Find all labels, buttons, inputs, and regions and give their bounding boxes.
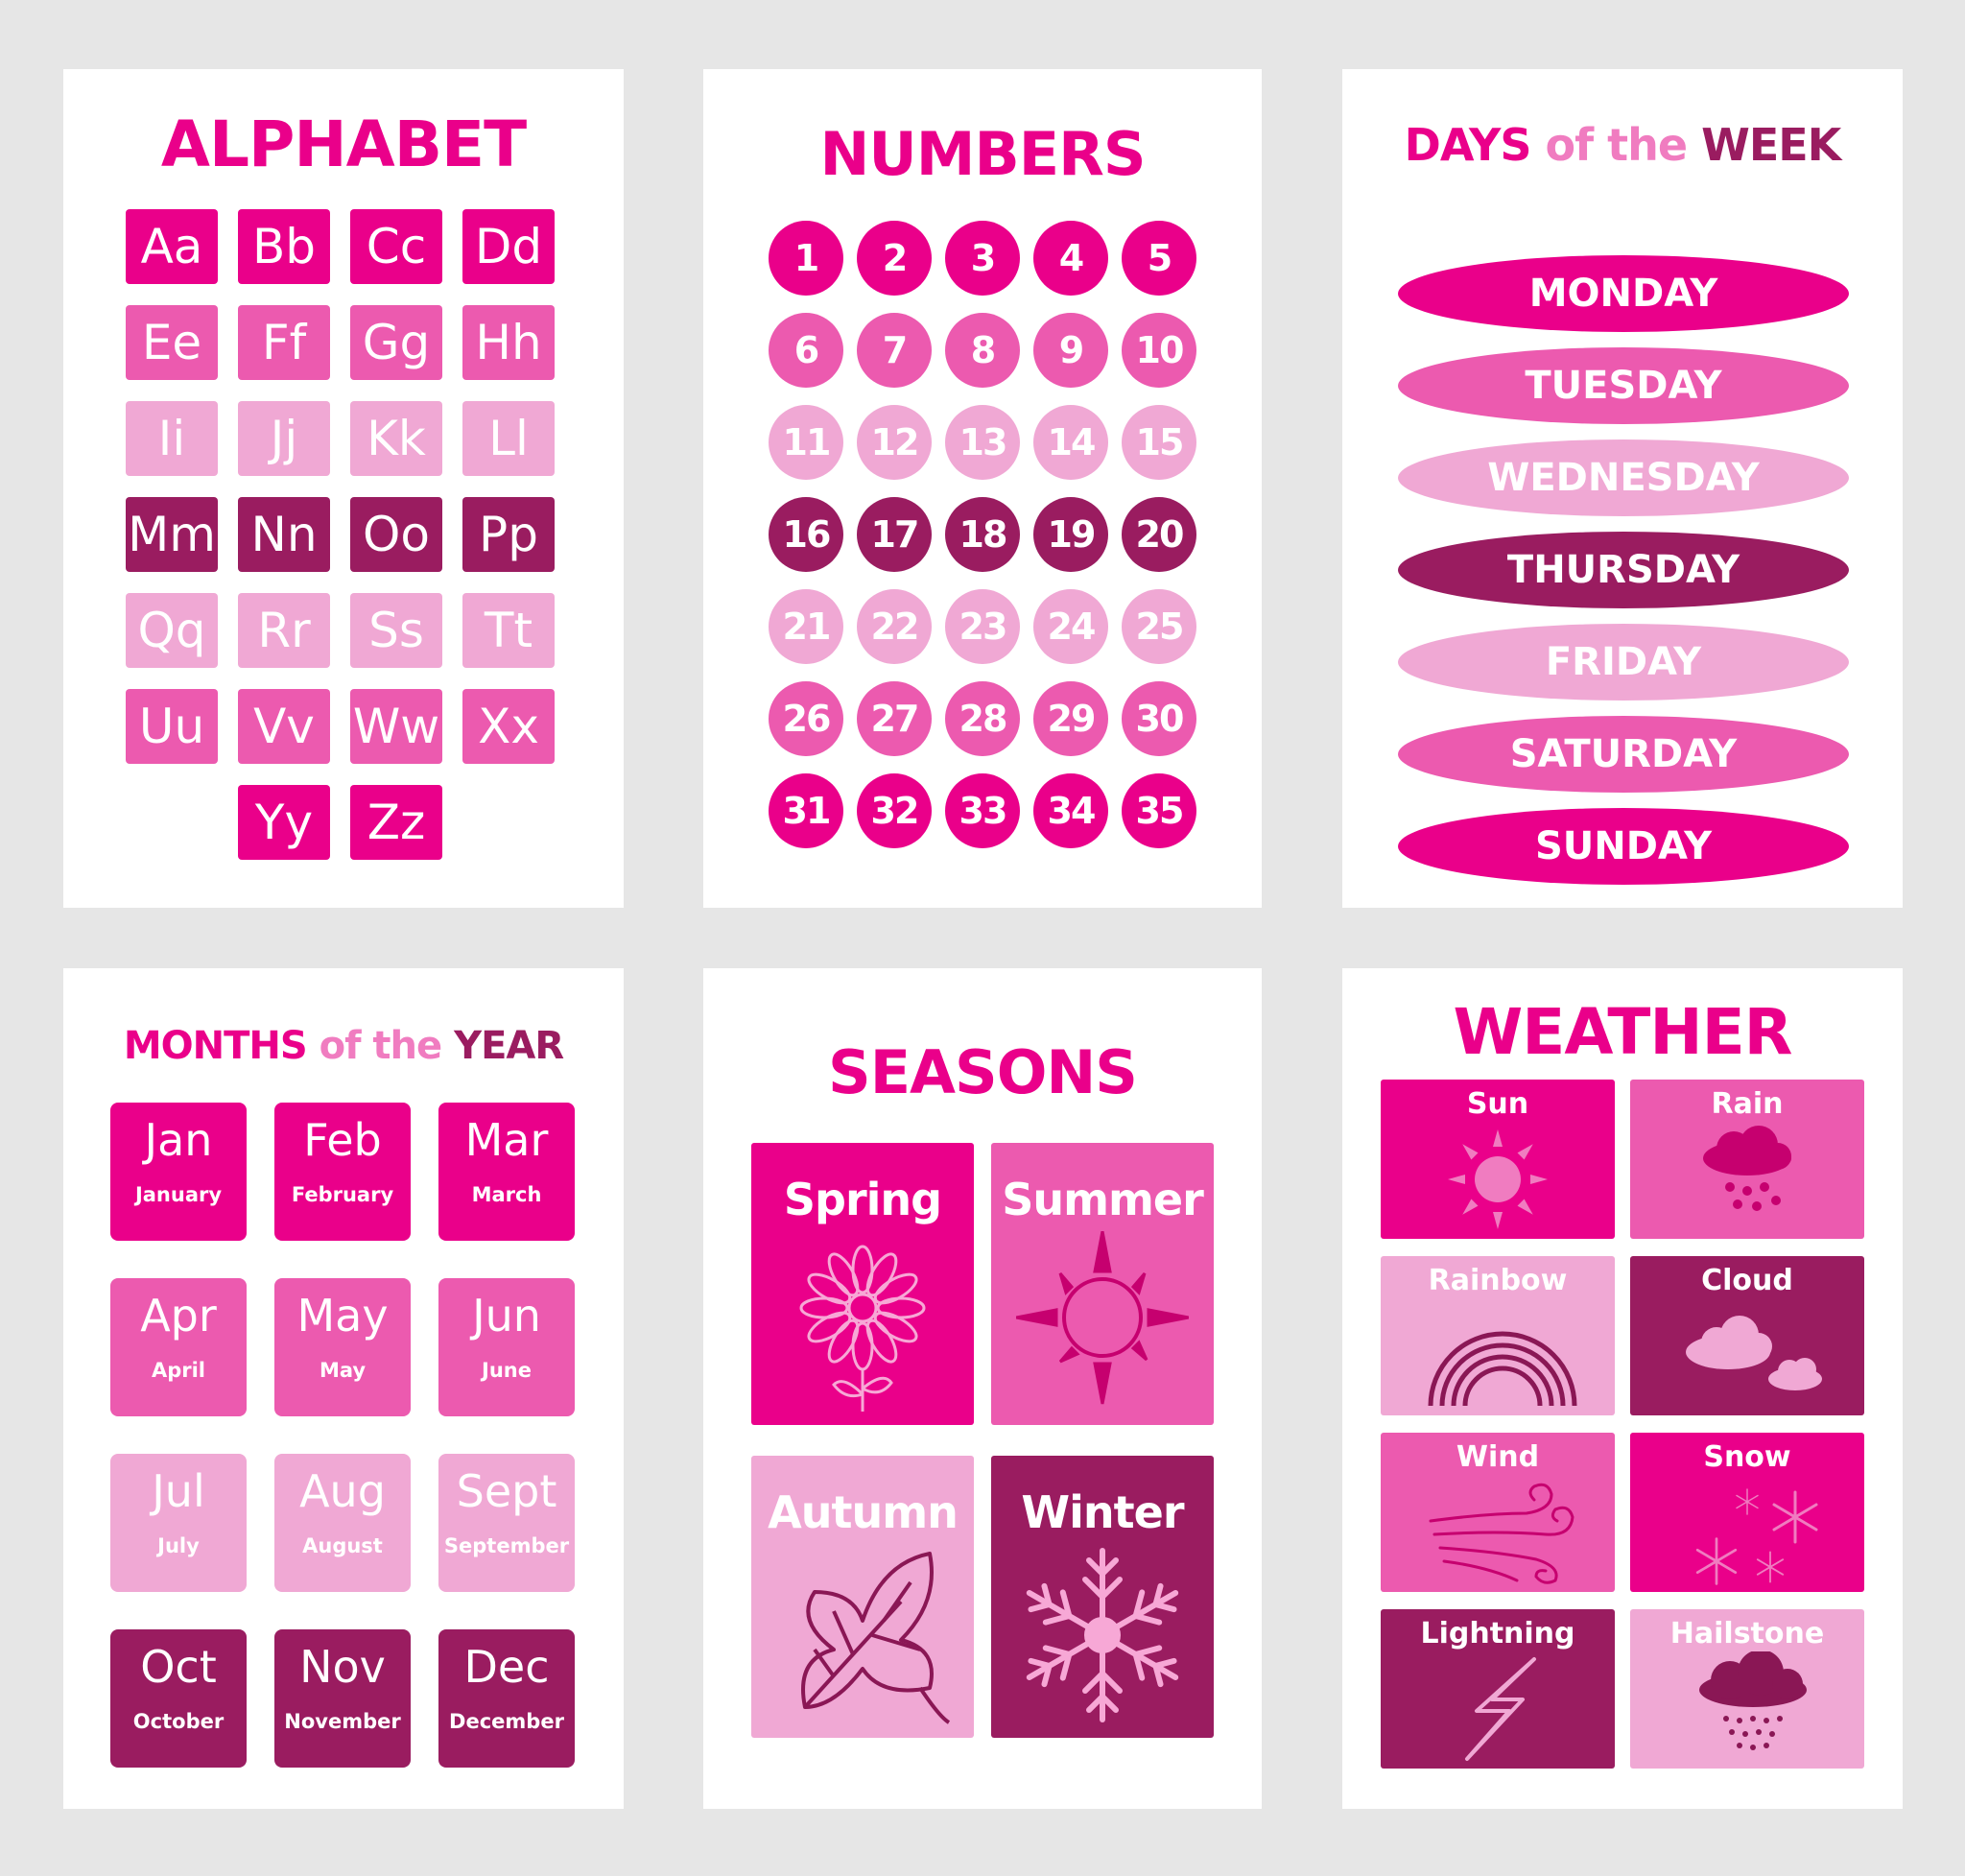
number-circle: 11 — [769, 405, 843, 480]
weather-label: Cloud — [1701, 1264, 1793, 1297]
number-circle: 3 — [945, 221, 1020, 296]
number-circle: 34 — [1033, 773, 1108, 848]
day-pill: SATURDAY — [1398, 716, 1849, 793]
number-circle: 10 — [1122, 313, 1196, 388]
month-full-name: August — [302, 1534, 383, 1557]
number-circle: 15 — [1122, 405, 1196, 480]
letter-tile: Jj — [238, 401, 330, 476]
month-full-name: December — [449, 1710, 564, 1733]
number-circle: 13 — [945, 405, 1020, 480]
letter-tile: Cc — [350, 209, 442, 284]
number-circle: 23 — [945, 589, 1020, 664]
month-tile — [110, 1629, 247, 1768]
sun-icon — [1016, 1231, 1189, 1413]
month-full-name: February — [291, 1183, 394, 1206]
number-circle: 7 — [857, 313, 932, 388]
months-title — [63, 1024, 624, 1068]
month-abbr: Jan — [144, 1114, 213, 1166]
month-full-name: November — [284, 1710, 401, 1733]
number-circle: 19 — [1033, 497, 1108, 572]
number-circle: 31 — [769, 773, 843, 848]
number-circle: 17 — [857, 497, 932, 572]
wind-icon — [1421, 1475, 1584, 1586]
month-full-name: May — [319, 1359, 367, 1382]
number-circle: 12 — [857, 405, 932, 480]
letter-tile: Hh — [462, 305, 555, 380]
number-circle: 2 — [857, 221, 932, 296]
letter-tile: Ff — [238, 305, 330, 380]
number-circle: 21 — [769, 589, 843, 664]
month-full-name: October — [132, 1710, 225, 1733]
days-title-days: DAYS — [1404, 119, 1531, 171]
day-pill: THURSDAY — [1398, 532, 1849, 608]
weather-rainbow — [1381, 1256, 1615, 1415]
months-title-of-the: of the — [319, 1024, 442, 1068]
number-circle: 4 — [1033, 221, 1108, 296]
letter-tile: Ll — [462, 401, 555, 476]
rainbow-icon — [1421, 1298, 1584, 1410]
number-circle: 16 — [769, 497, 843, 572]
number-circle: 24 — [1033, 589, 1108, 664]
letter-tile: Mm — [126, 497, 218, 572]
letter-tile: Oo — [350, 497, 442, 572]
weather-cloud — [1630, 1256, 1864, 1415]
season-winter — [991, 1456, 1214, 1738]
days-title — [1342, 119, 1903, 171]
letter-tile: Tt — [462, 593, 555, 668]
season-label: Autumn — [768, 1486, 958, 1538]
months-title-year: YEAR — [454, 1024, 564, 1068]
month-tile — [274, 1454, 411, 1592]
letter-tile: Zz — [350, 785, 442, 860]
day-pill: MONDAY — [1398, 255, 1849, 332]
month-abbr: Mar — [464, 1114, 549, 1166]
number-circle: 28 — [945, 681, 1020, 756]
month-abbr: Dec — [463, 1641, 550, 1693]
letter-tile: Qq — [126, 593, 218, 668]
weather-hailstone — [1630, 1609, 1864, 1769]
month-full-name: September — [443, 1534, 570, 1557]
letter-tile: Ii — [126, 401, 218, 476]
month-full-name: June — [482, 1359, 532, 1382]
days-poster — [1342, 69, 1903, 908]
month-abbr: Nov — [299, 1641, 386, 1693]
month-abbr: Jul — [152, 1465, 205, 1517]
snowflakes-icon — [1670, 1475, 1834, 1586]
weather-sun — [1381, 1080, 1615, 1239]
letter-tile: Gg — [350, 305, 442, 380]
season-summer — [991, 1143, 1214, 1425]
number-circle: 25 — [1122, 589, 1196, 664]
month-abbr: Jun — [472, 1290, 541, 1342]
weather-label: Rain — [1711, 1087, 1784, 1121]
season-label: Winter — [1021, 1486, 1184, 1538]
letter-tile: Vv — [238, 689, 330, 764]
season-autumn — [751, 1456, 974, 1738]
month-abbr: Feb — [303, 1114, 382, 1166]
numbers-poster — [703, 69, 1262, 908]
month-full-name: January — [134, 1183, 223, 1206]
day-pill: FRIDAY — [1398, 624, 1849, 701]
months-poster — [63, 968, 624, 1809]
month-tile — [438, 1629, 575, 1768]
weather-lightning — [1381, 1609, 1615, 1769]
snowflake-icon — [1016, 1544, 1189, 1726]
seasons-poster — [703, 968, 1262, 1809]
month-tile — [274, 1629, 411, 1768]
numbers-title: NUMBERS — [819, 119, 1146, 189]
rain-cloud-icon — [1670, 1122, 1824, 1233]
flower-icon — [776, 1231, 949, 1413]
letter-tile: Yy — [238, 785, 330, 860]
number-circle: 6 — [769, 313, 843, 388]
letter-tile: Ss — [350, 593, 442, 668]
month-tile — [110, 1278, 247, 1416]
number-circle: 26 — [769, 681, 843, 756]
number-circle: 30 — [1122, 681, 1196, 756]
letter-tile: Aa — [126, 209, 218, 284]
weather-rain — [1630, 1080, 1864, 1239]
month-abbr: Sept — [456, 1465, 557, 1517]
days-title-week: WEEK — [1701, 119, 1841, 171]
number-circle: 18 — [945, 497, 1020, 572]
month-tile — [274, 1278, 411, 1416]
letter-tile: Xx — [462, 689, 555, 764]
month-abbr: Aug — [299, 1465, 386, 1517]
number-circle: 29 — [1033, 681, 1108, 756]
alphabet-title: ALPHABET — [160, 107, 527, 181]
month-full-name: March — [471, 1183, 542, 1206]
day-pill: TUESDAY — [1398, 347, 1849, 424]
weather-label: Wind — [1456, 1440, 1540, 1474]
number-circle: 20 — [1122, 497, 1196, 572]
weather-label: Sun — [1466, 1087, 1529, 1121]
month-tile — [110, 1103, 247, 1241]
letter-tile: Uu — [126, 689, 218, 764]
day-pill: SUNDAY — [1398, 808, 1849, 885]
number-circle: 8 — [945, 313, 1020, 388]
weather-title: WEATHER — [1453, 995, 1792, 1069]
number-circle: 5 — [1122, 221, 1196, 296]
sun-icon — [1421, 1122, 1574, 1233]
month-abbr: May — [296, 1290, 389, 1342]
letter-tile: Dd — [462, 209, 555, 284]
weather-label: Hailstone — [1669, 1617, 1825, 1650]
month-full-name: July — [157, 1534, 200, 1557]
letter-tile: Rr — [238, 593, 330, 668]
day-pill: WEDNESDAY — [1398, 439, 1849, 516]
letter-tile: Ww — [350, 689, 442, 764]
weather-label: Rainbow — [1428, 1264, 1568, 1297]
letter-tile: Ee — [126, 305, 218, 380]
month-tile — [438, 1103, 575, 1241]
month-tile — [110, 1454, 247, 1592]
seasons-title: SEASONS — [828, 1037, 1137, 1107]
letter-tile: Pp — [462, 497, 555, 572]
number-circle: 1 — [769, 221, 843, 296]
letter-tile: Nn — [238, 497, 330, 572]
number-circle: 14 — [1033, 405, 1108, 480]
weather-label: Lightning — [1420, 1617, 1575, 1650]
number-circle: 32 — [857, 773, 932, 848]
month-tile — [438, 1454, 575, 1592]
hail-cloud-icon — [1670, 1651, 1834, 1763]
number-circle: 27 — [857, 681, 932, 756]
month-tile — [438, 1278, 575, 1416]
season-label: Spring — [783, 1174, 942, 1225]
cloud-icon — [1670, 1298, 1834, 1410]
lightning-icon — [1421, 1651, 1584, 1763]
number-circle: 35 — [1122, 773, 1196, 848]
number-circle: 22 — [857, 589, 932, 664]
month-tile — [274, 1103, 411, 1241]
months-title-months: MONTHS — [123, 1024, 307, 1068]
number-circle: 33 — [945, 773, 1020, 848]
leaf-icon — [776, 1544, 959, 1726]
letter-tile: Kk — [350, 401, 442, 476]
season-label: Summer — [1002, 1174, 1203, 1225]
weather-wind — [1381, 1433, 1615, 1592]
days-title-of-the: of the — [1545, 119, 1688, 171]
month-abbr: Oct — [140, 1641, 217, 1693]
season-spring — [751, 1143, 974, 1425]
weather-label: Snow — [1703, 1440, 1791, 1474]
alphabet-poster — [63, 69, 624, 908]
month-full-name: April — [151, 1359, 206, 1382]
month-abbr: Apr — [140, 1290, 217, 1342]
weather-poster — [1342, 968, 1903, 1809]
number-circle: 9 — [1033, 313, 1108, 388]
weather-snow — [1630, 1433, 1864, 1592]
letter-tile: Bb — [238, 209, 330, 284]
